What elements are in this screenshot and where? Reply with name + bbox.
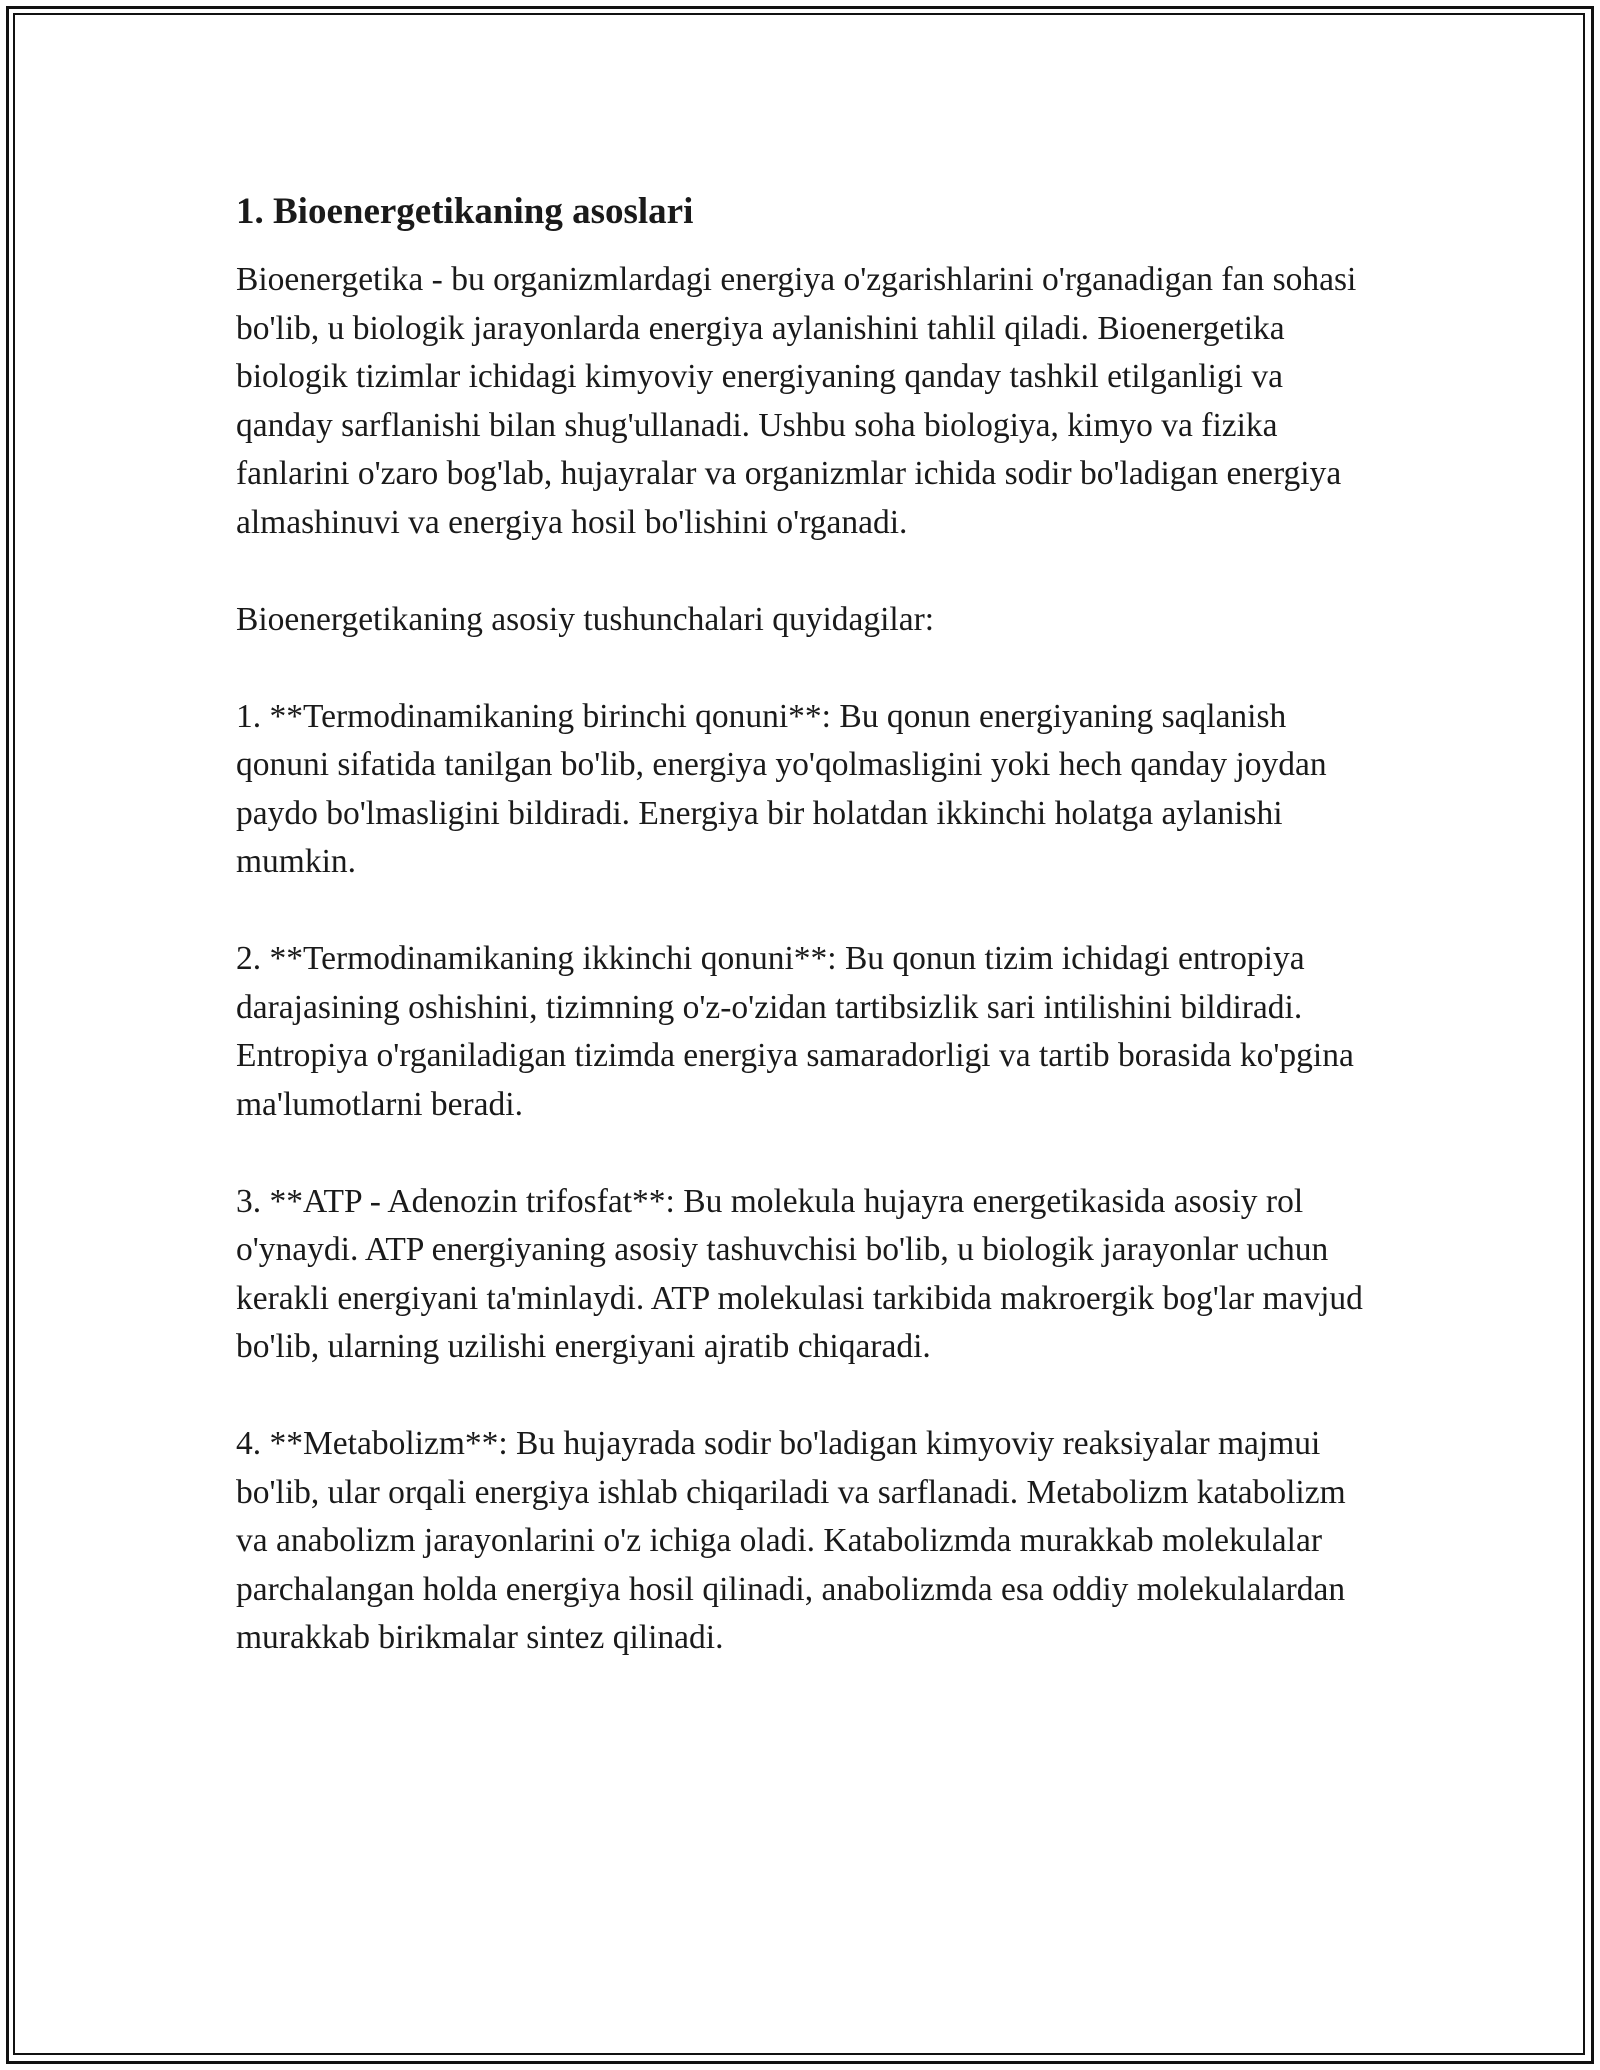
metabolism-paragraph: 4. **Metabolizm**: Bu hujayrada sodir bo'ladigan kimyoviy reaksiyalar majmui bo'lib, ular orqali energiya ishlab chiqariladi va sarflanadi. Metabolizm katabolizm va anabolizm jarayonlarini o'z ichiga oladi. Katabolizmda murakkab molekulalar parchalangan holda energiya hosil qilinadi, anabolizmda esa oddiy molekulalardan murakkab birikmalar sintez qilinadi. (236, 1425, 1346, 1656)
first-law-paragraph: 1. **Termodinamikaning birinchi qonuni**: Bu qonun energiyaning saqlanish qonuni sifatida tanilgan bo'lib, energiya yo'qolmasligini yoki hech qanday joydan paydo bo'lmasligini bildiradi. Energiya bir holatdan ikkinchi holatga aylanishi mumkin. (236, 697, 1327, 880)
second-law-paragraph: 2. **Termodinamikaning ikkinchi qonuni**: Bu qonun tizim ichidagi entropiya darajasining oshishini, tizimning o'z-o'zidan tartibsizlik sari intilishini bildiradi. Entropiya o'rganiladigan tizimda energiya samaradorligi va tartib borasida ko'pgina ma'lumotlarni beradi. (236, 940, 1354, 1123)
document-body (236, 188, 1376, 1711)
concepts-lead-paragraph: Bioenergetikaning asosiy tushunchalari quyidagilar: (236, 600, 935, 638)
atp-paragraph: 3. **ATP - Adenozin trifosfat**: Bu molekula hujayra energetikasida asosiy rol o'ynaydi. ATP energiyaning asosiy tashuvchisi bo'lib, u biologik jarayonlar uchun kerakli energiyani ta'minlaydi. ATP molekulasi tarkibida makroergik bog'lar mavjud bo'lib, ularning uzilishi energiyani ajratib chiqaradi. (236, 1182, 1363, 1365)
section-heading: 1. Bioenergetikaning asoslari (236, 191, 694, 232)
intro-paragraph: Bioenergetika - bu organizmlardagi energiya o'zgarishlarini o'rganadigan fan sohasi bo'lib, u biologik jarayonlarda energiya aylanishini tahlil qiladi. Bioenergetika biologik tizimlar ichidagi kimyoviy energiyaning qanday tashkil etilganligi va qanday sarflanishi bilan shug'ullanadi. Ushbu soha biologiya, kimyo va fizika fanlarini o'zaro bog'lab, hujayralar va organizmlar ichida sodir bo'ladigan energiya almashinuvi va energiya hosil bo'lishini o'rganadi. (236, 261, 1357, 541)
